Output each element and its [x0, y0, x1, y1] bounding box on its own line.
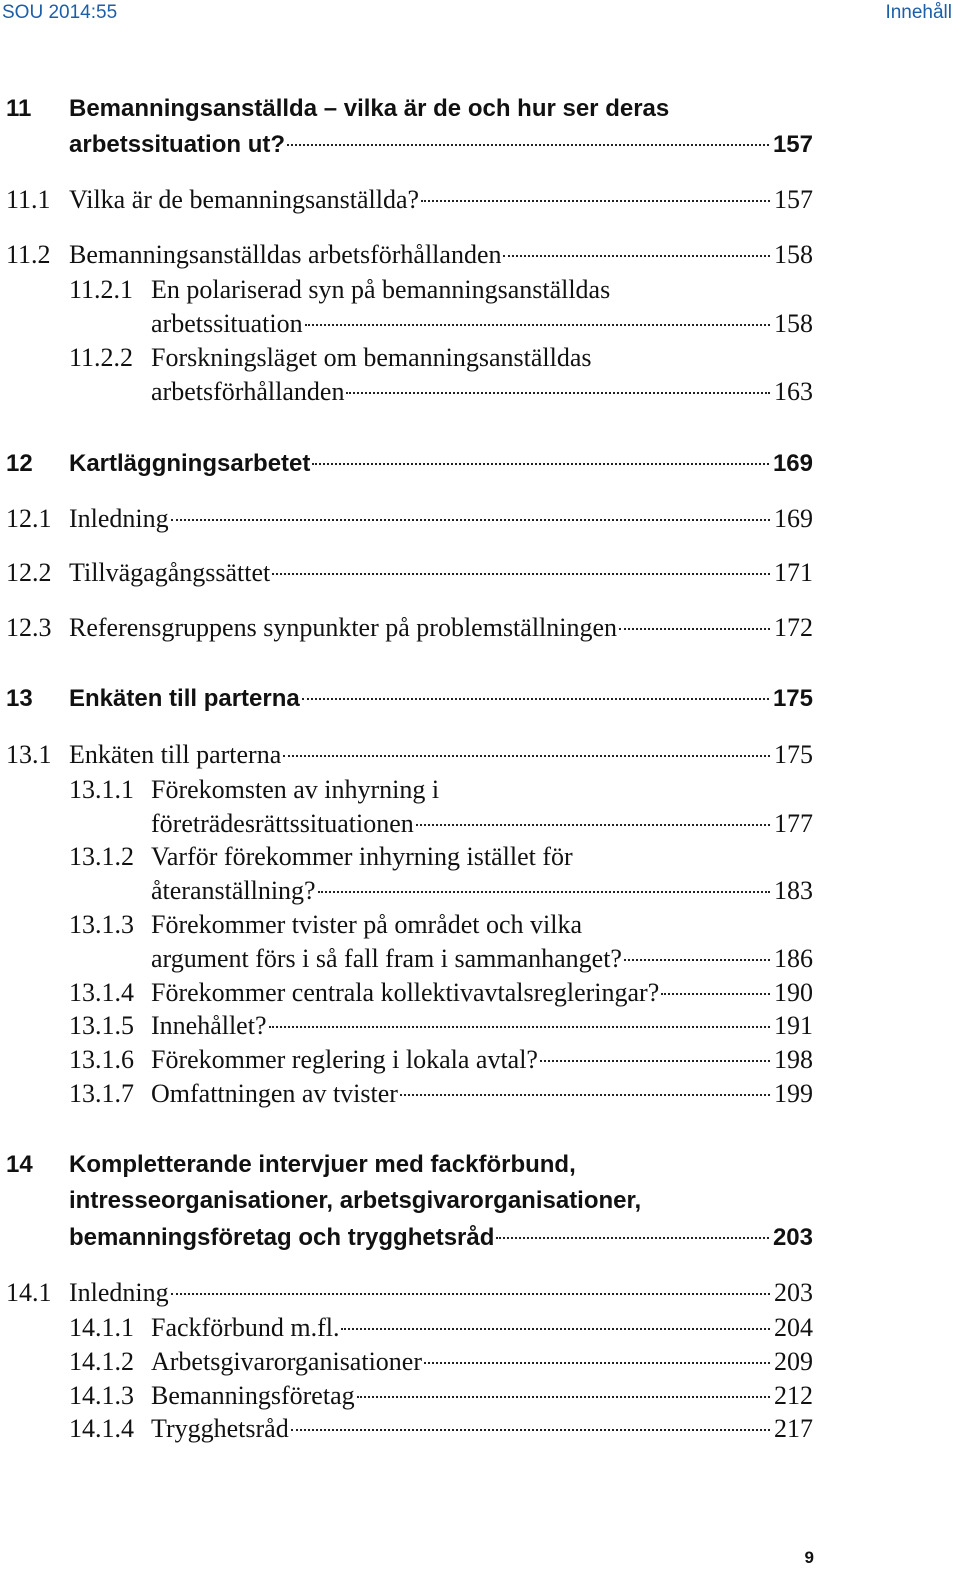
toc-title-line: arbetssituation ut? [69, 131, 286, 158]
running-header-report-id: SOU 2014:55 [2, 2, 118, 23]
toc-number: 13.1.6 [69, 1045, 134, 1074]
toc-page-number: 186 [774, 944, 813, 973]
toc-title: Tillvägagångssättet [69, 558, 271, 587]
toc-number: 14.1.4 [69, 1414, 134, 1443]
toc-page-number: 175 [774, 740, 813, 769]
toc-chapter-14[interactable] [0, 1148, 960, 1182]
toc-title-line: Förekommer tvister på området och vilka [151, 910, 583, 939]
leader-dots [312, 463, 769, 465]
running-header-section: Innehåll [885, 2, 952, 23]
toc-title: Bemanningsanställdas arbetsförhållanden [69, 240, 502, 269]
page-number: 9 [804, 1548, 814, 1567]
toc-number: 12.3 [6, 613, 52, 642]
toc-page-number: 212 [774, 1381, 813, 1410]
toc-number: 14.1.2 [69, 1347, 134, 1376]
leader-dots [302, 698, 769, 700]
toc-number: 13.1.1 [69, 775, 134, 804]
toc-page-number: 175 [772, 685, 813, 712]
toc-entry-13-1-7[interactable] [0, 1077, 960, 1111]
toc-entry-11-1[interactable] [0, 183, 960, 217]
toc-entry-13-1-5[interactable] [0, 1009, 960, 1043]
leader-dots [424, 1362, 770, 1364]
toc-page-number: 169 [772, 450, 813, 477]
toc-title-line: bemanningsföretag och trygghetsråd [69, 1224, 495, 1251]
toc-title-line: Kompletterande intervjuer med fackförbund, [69, 1151, 576, 1178]
toc-number: 13.1.4 [69, 978, 134, 1007]
toc-entry-14-1-3[interactable] [0, 1379, 960, 1413]
toc-page-number: 169 [774, 504, 813, 533]
toc-number: 13.1.7 [69, 1079, 134, 1108]
toc-title: Omfattningen av tvister [151, 1079, 398, 1108]
toc-page-number: 203 [774, 1278, 813, 1307]
toc-title-line: argument förs i så fall fram i sammanhanget? [151, 944, 622, 973]
toc-title: Arbetsgivarorganisationer [151, 1347, 422, 1376]
toc-page-number: 158 [774, 240, 813, 269]
toc-chapter-11-cont [0, 128, 960, 162]
toc-page-number: 198 [774, 1045, 813, 1074]
toc-number: 13 [6, 685, 33, 712]
toc-page-number: 183 [774, 876, 813, 905]
toc-entry-11-2-2-cont [0, 375, 960, 409]
leader-dots [346, 392, 770, 394]
toc-page-number: 163 [774, 377, 813, 406]
leader-dots [503, 255, 770, 257]
toc-number: 13.1.5 [69, 1011, 134, 1040]
toc-entry-12-2[interactable] [0, 556, 960, 590]
toc-number: 13.1.3 [69, 910, 134, 939]
toc-entry-13-1-2-cont [0, 874, 960, 908]
toc-page-number: 158 [774, 309, 813, 338]
toc-number: 11.2.1 [69, 275, 134, 304]
toc-entry-12-3[interactable] [0, 611, 960, 645]
toc-title-line: Förekomsten av inhyrning i [151, 775, 440, 804]
toc-page-number: 157 [774, 185, 813, 214]
toc-number: 11.2 [6, 240, 51, 269]
toc-number: 12.1 [6, 504, 52, 533]
toc-page-number: 191 [774, 1011, 813, 1040]
toc-title-line: arbetsförhållanden [151, 377, 345, 406]
toc-number: 14 [6, 1151, 33, 1178]
leader-dots [318, 891, 770, 893]
toc-chapter-13[interactable] [0, 682, 960, 716]
toc-entry-14-1-2[interactable] [0, 1345, 960, 1379]
toc-number: 13.1.2 [69, 842, 134, 871]
toc-entry-11-2-1-cont [0, 307, 960, 341]
toc-number: 11.2.2 [69, 343, 134, 372]
leader-dots [171, 1293, 770, 1295]
toc-number: 11.1 [6, 185, 51, 214]
toc-page-number: 157 [772, 131, 813, 158]
toc-page-number: 203 [772, 1224, 813, 1251]
leader-dots [341, 1328, 770, 1330]
toc-title: Inledning [69, 1278, 169, 1307]
leader-dots [540, 1060, 770, 1062]
leader-dots [416, 824, 770, 826]
toc-title: Referensgruppens synpunkter på problemställningen [69, 613, 618, 642]
leader-dots [357, 1396, 770, 1398]
toc-title-line: företrädesrättssituationen [151, 809, 414, 838]
toc-page-number: 204 [774, 1313, 813, 1342]
toc-page-number: 177 [774, 809, 813, 838]
leader-dots [619, 628, 770, 630]
toc-page-number: 217 [774, 1414, 813, 1443]
leader-dots [283, 755, 770, 757]
toc-number: 14.1.1 [69, 1313, 134, 1342]
toc-page-number: 190 [774, 978, 813, 1007]
toc-number: 14.1 [6, 1278, 52, 1307]
leader-dots [400, 1094, 770, 1096]
toc-title: Kartläggningsarbetet [69, 450, 311, 477]
toc-title: Trygghetsråd [151, 1414, 289, 1443]
leader-dots [272, 573, 770, 575]
toc-entry-13-1-3-cont [0, 942, 960, 976]
toc-number: 12 [6, 450, 33, 477]
toc-title: Enkäten till parterna [69, 685, 300, 712]
toc-entry-14-1-1[interactable] [0, 1311, 960, 1345]
toc-title: Fackförbund m.fl. [151, 1313, 340, 1342]
toc-chapter-14-cont-2 [0, 1221, 960, 1255]
toc-entry-13-1-2[interactable] [0, 840, 960, 874]
toc-title-line: Varför förekommer inhyrning istället för [151, 842, 573, 871]
toc-title: Förekommer centrala kollektivavtalsregleringar? [151, 978, 660, 1007]
leader-dots [305, 324, 770, 326]
leader-dots [287, 144, 769, 146]
toc-entry-13-1-4[interactable] [0, 976, 960, 1010]
toc-title-line: Bemanningsanställda – vilka är de och hur ser deras [69, 95, 670, 122]
leader-dots [661, 993, 770, 995]
toc-entry-11-2-1[interactable] [0, 273, 960, 307]
toc-entry-13-1-3[interactable] [0, 908, 960, 942]
toc-title: Inledning [69, 504, 169, 533]
toc-title-line: arbetssituation [151, 309, 303, 338]
toc-page-number: 172 [774, 613, 813, 642]
leader-dots [171, 519, 770, 521]
toc-title: Enkäten till parterna [69, 740, 282, 769]
leader-dots [421, 200, 770, 202]
toc-entry-13-1-1[interactable] [0, 773, 960, 807]
toc-title-line: En polariserad syn på bemanningsanställdas [151, 275, 611, 304]
toc-chapter-11[interactable] [0, 92, 960, 126]
leader-dots [624, 959, 770, 961]
toc-entry-13-1[interactable] [0, 738, 960, 772]
toc-title-line: intresseorganisationer, arbetsgivarorganisationer, [69, 1187, 642, 1214]
toc-entry-14-1[interactable] [0, 1276, 960, 1310]
toc-number: 11 [6, 95, 32, 122]
leader-dots [496, 1237, 769, 1239]
toc-title-line: Forskningsläget om bemanningsanställdas [151, 343, 592, 372]
toc-title: Bemanningsföretag [151, 1381, 355, 1410]
leader-dots [269, 1026, 771, 1028]
toc-page-number: 199 [774, 1079, 813, 1108]
toc-entry-11-2[interactable] [0, 238, 960, 272]
toc-number: 12.2 [6, 558, 52, 587]
toc-entry-14-1-4[interactable] [0, 1412, 960, 1446]
toc-page-number: 209 [774, 1347, 813, 1376]
toc-title-line: återanställning? [151, 876, 316, 905]
toc-entry-13-1-6[interactable] [0, 1043, 960, 1077]
toc-title: Vilka är de bemanningsanställda? [69, 185, 420, 214]
toc-page-number: 171 [774, 558, 813, 587]
toc-number: 14.1.3 [69, 1381, 134, 1410]
toc-entry-11-2-2[interactable] [0, 341, 960, 375]
toc-chapter-12[interactable] [0, 447, 960, 481]
toc-number: 13.1 [6, 740, 52, 769]
toc-chapter-14-cont-1 [0, 1184, 960, 1218]
toc-title: Förekommer reglering i lokala avtal? [151, 1045, 538, 1074]
toc-title: Innehållet? [151, 1011, 267, 1040]
toc-entry-12-1[interactable] [0, 502, 960, 536]
toc-entry-13-1-1-cont [0, 807, 960, 841]
leader-dots [291, 1429, 770, 1431]
